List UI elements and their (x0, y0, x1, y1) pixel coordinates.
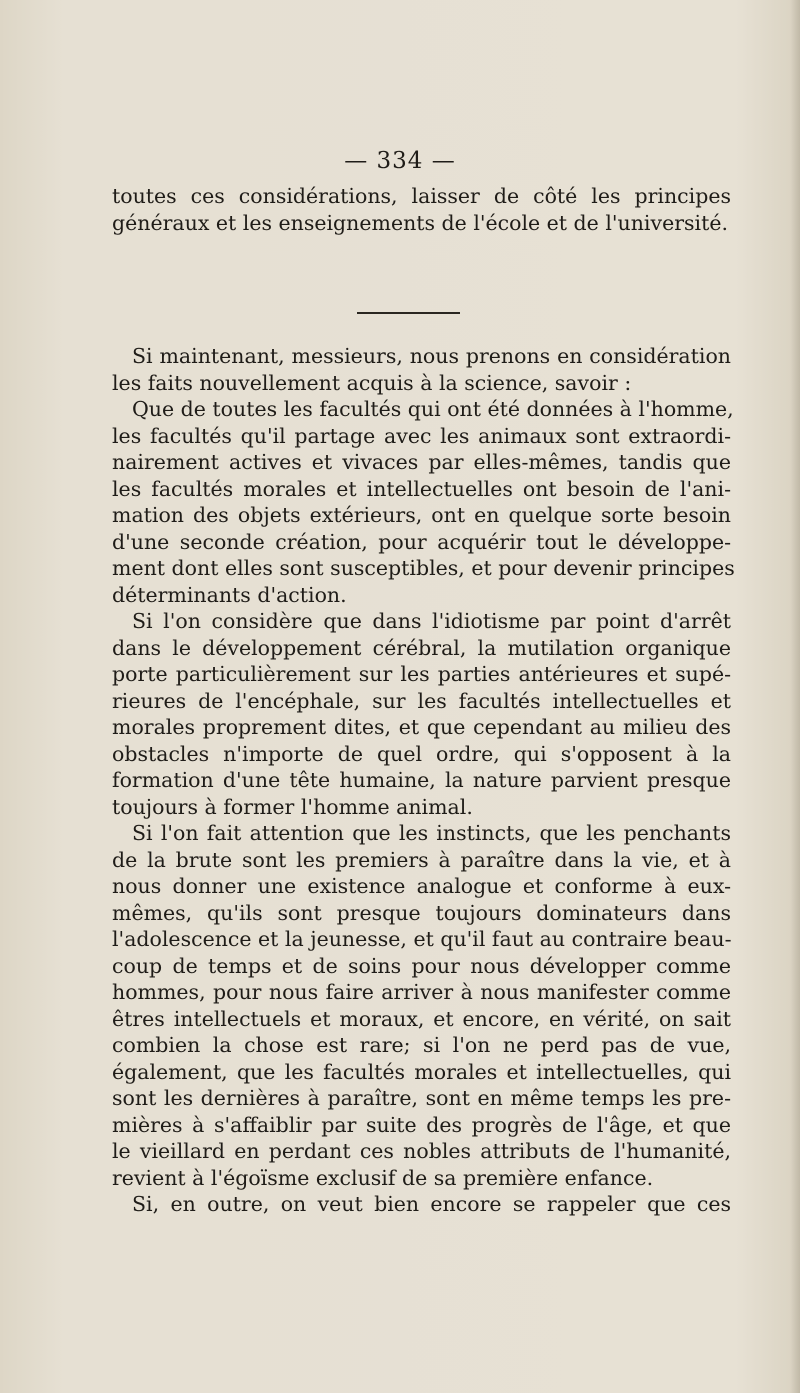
text-line: de la brute sont les premiers à paraître dans la vie, et à (112, 847, 731, 872)
text-line: toutes ces considérations, laisser de côté les principes (112, 184, 731, 208)
page-number: — 334 — (344, 148, 456, 174)
text-line: sont les dernières à paraître, sont en même temps les pre- (112, 1086, 731, 1110)
text-line: le vieillard en perdant ces nobles attributs de l'humanité, (112, 1139, 731, 1163)
text-line: d'une seconde création, pour acquérir tout le développe- (112, 529, 731, 554)
text-line: formation d'une tête humaine, la nature parvient presque (112, 768, 731, 792)
intro-paragraph (112, 183, 731, 236)
text-line: obstacles n'importe de quel ordre, qui s'opposent à la (112, 741, 731, 766)
text-line: hommes, pour nous faire arriver à nous manifester comme (112, 980, 731, 1004)
text-line: coup de temps et de soins pour nous développer comme (112, 953, 731, 978)
text-line: généraux et les enseignements de l'école et de l'université. (112, 210, 728, 235)
text-line: les facultés qu'il partage avec les animaux sont extraordi- (112, 423, 731, 448)
text-line: Si, en outre, on veut bien encore se rappeler que ces (132, 1192, 731, 1216)
text-line: ment dont elles sont susceptibles, et pour devenir principes (112, 556, 735, 580)
text-line: morales proprement dites, et que cependant au milieu des (112, 715, 731, 739)
text-line: mêmes, qu'ils sont presque toujours dominateurs dans (112, 900, 731, 925)
text-line: dans le développement cérébral, la mutilation organique (112, 635, 731, 660)
text-line: revient à l'égoïsme exclusif de sa première enfance. (112, 1165, 654, 1190)
text-line: Que de toutes les facultés qui ont été données à l'homme, (132, 397, 734, 421)
text-line: nous donner une existence analogue et conforme à eux- (112, 874, 731, 898)
main-text (112, 343, 735, 1218)
text-line: mières à s'affaiblir par suite des progrès de l'âge, et que (112, 1112, 731, 1137)
text-line: également, que les facultés morales et intellectuelles, qui (112, 1059, 731, 1084)
text-line: êtres intellectuels et moraux, et encore, en vérité, on sait (112, 1006, 731, 1031)
text-line: les facultés morales et intellectuelles ont besoin de l'ani- (112, 476, 731, 501)
text-line: Si l'on fait attention que les instincts, que les penchants (132, 821, 731, 845)
page-edge-shadow (790, 0, 800, 1393)
text-line: Si l'on considère que dans l'idiotisme par point d'arrêt (132, 609, 731, 633)
text-line: combien la chose est rare; si l'on ne perd pas de vue, (112, 1033, 731, 1057)
text-line: déterminants d'action. (112, 582, 347, 607)
text-line: mation des objets extérieurs, ont en quelque sorte besoin (112, 503, 731, 527)
text-line: Si maintenant, messieurs, nous prenons en considération (132, 344, 731, 368)
text-line: rieures de l'encéphale, sur les facultés intellectuelles et (112, 688, 731, 713)
text-line: les faits nouvellement acquis à la science, savoir : (112, 370, 632, 395)
text-line: nairement actives et vivaces par elles-mêmes, tandis que (112, 450, 731, 474)
text-line: toujours à former l'homme animal. (112, 794, 473, 819)
section-divider (357, 312, 460, 314)
text-line: porte particulièrement sur les parties antérieures et supé- (112, 662, 731, 686)
text-line: l'adolescence et la jeunesse, et qu'il faut au contraire beau- (112, 927, 732, 951)
